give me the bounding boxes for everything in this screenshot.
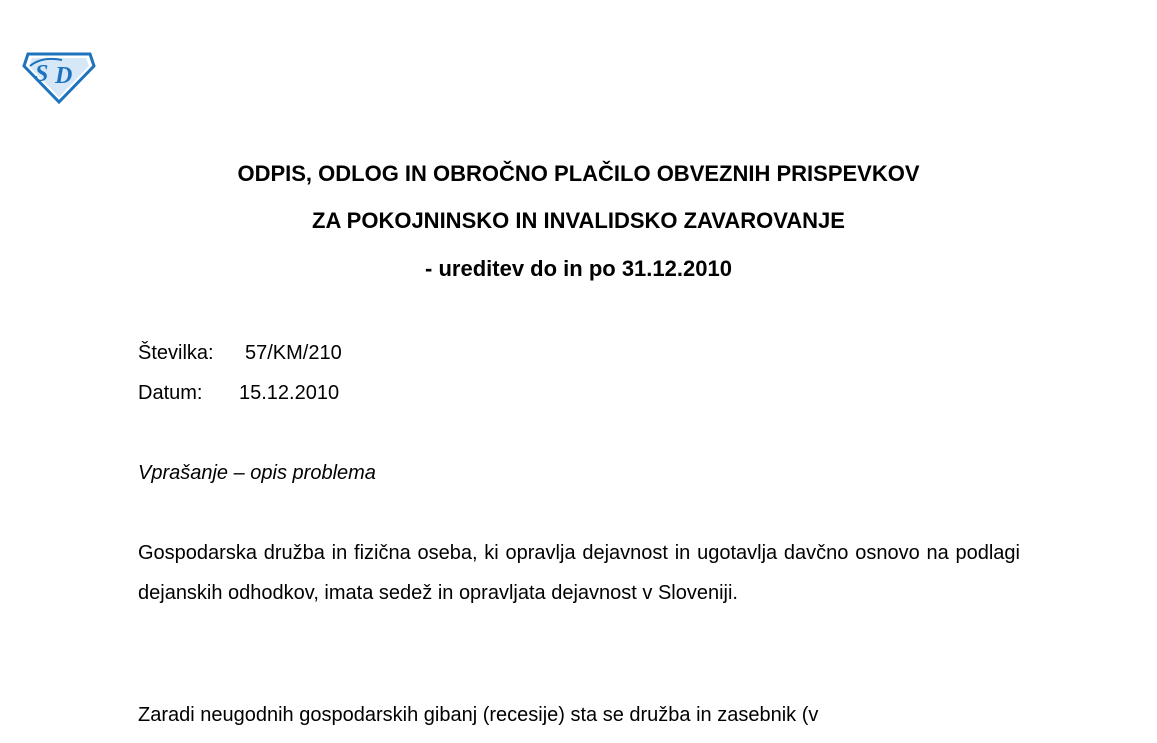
document-date-row (138, 381, 339, 405)
document-date-label: Datum: (138, 382, 203, 404)
paragraph-2: Zaradi neugodnih gospodarskih gibanj (recesije) sta se družba in zasebnik (v (138, 704, 819, 726)
document-date-value: 15.12.2010 (239, 382, 340, 404)
document-number-value: 57/KM/210 (245, 342, 342, 364)
question-heading: Vprašanje – opis problema (138, 462, 376, 484)
document-title-line-2: ZA POKOJNINSKO IN INVALIDSKO ZAVAROVANJE (312, 208, 845, 233)
document-number-row (138, 341, 342, 365)
svg-text:S: S (35, 61, 49, 87)
paragraph-1: Gospodarska družba in fizična oseba, ki opravlja dejavnost in ugotavlja davčno osnovo na podlagi dejanskih odhodkov, imata sedež in opravljata dejavnost v Sloveniji. (138, 542, 1020, 604)
company-logo-icon (22, 48, 96, 104)
document-number-label: Številka: (138, 342, 214, 364)
svg-text:D: D (55, 63, 73, 89)
document-title-line-1: ODPIS, ODLOG IN OBROČNO PLAČILO OBVEZNIH PRISPEVKOV (237, 161, 920, 186)
document-title-line-3: - ureditev do in po 31.12.2010 (425, 256, 732, 281)
